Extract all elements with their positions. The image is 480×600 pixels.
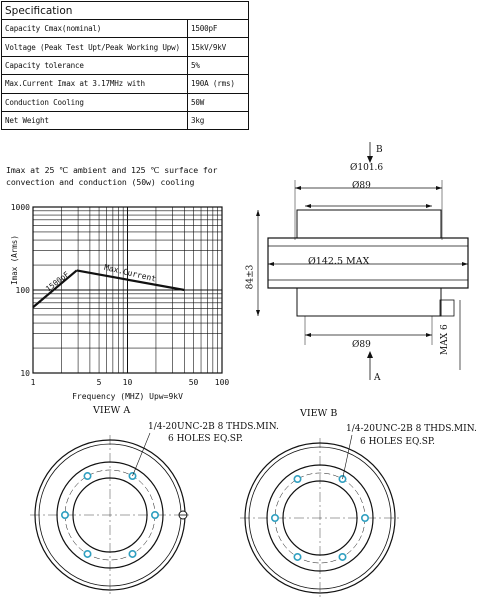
chart-grid [33,207,222,373]
arrow-a-icon [367,351,373,358]
view-b-title: VIEW B [300,408,338,419]
dim-height: 84±3 [245,264,256,290]
spec-row [2,38,249,56]
chart-series [33,263,184,307]
series-label: Max.Current [103,262,157,284]
threaded-hole-icon [339,476,345,482]
caption-line-1: Imax at 25 ℃ ambient and 125 ℃ surface for [6,165,218,175]
threaded-hole-icon [362,515,368,521]
dim-inner-top: Ø89 [352,181,371,191]
spec-value: 5% [188,56,249,74]
x-tick-label: 100 [214,378,230,387]
y-axis-label: Imax (Arms) [10,235,19,285]
dim-top: Ø101.6 [350,163,384,173]
spec-row [2,75,249,93]
spec-value: 50W [188,93,249,111]
spec-row [2,111,249,129]
dim-max: MAX 6 [440,324,450,355]
threaded-hole-icon [129,551,135,557]
spec-header-row [2,2,249,20]
view-b-thread-note: 1/4-20UNC-2B 8 THDS.MIN. [346,424,477,434]
view-b-holes-note: 6 HOLES EQ.SP. [360,437,436,447]
x-axis-label: Frequency (MHZ) Upw=9kV [72,392,183,401]
view-a-thread-note: 1/4-20UNC-2B 8 THDS.MIN. [148,422,279,432]
y-tick-label: 1000 [10,203,30,212]
view-a-title: VIEW A [93,405,131,416]
dim-inner-bottom: Ø89 [352,340,371,350]
threaded-hole-icon [129,473,135,479]
view-b-drawing [240,435,400,598]
threaded-hole-icon [294,554,300,560]
spec-title: Specification [2,2,249,20]
arrow-b-icon [367,156,373,163]
view-a-drawing [30,433,190,595]
spec-value: 3kg [188,111,249,129]
spec-value: 15kV/9kV [188,38,249,56]
threaded-hole-icon [62,512,68,518]
view-a-holes-note: 6 HOLES EQ.SP. [168,434,244,444]
spec-value: 190A (rms) [188,75,249,93]
x-tick-label: 1 [30,378,36,387]
current-frequency-chart [0,195,240,405]
spec-label: Capacity Cmax(nominal) [2,20,188,38]
arrow-a-label: A [374,373,381,383]
specification-table [1,1,249,130]
caption-line-2: convection and conduction (50w) cooling [6,177,195,187]
threaded-hole-icon [152,512,158,518]
chart-caption [6,164,217,188]
threaded-hole-icon [84,551,90,557]
x-tick-label: 5 [96,378,102,387]
y-tick-label: 100 [15,286,30,295]
spec-row [2,93,249,111]
spec-label: Max.Current Imax at 3.17MHz with [2,75,188,93]
threaded-hole-icon [84,473,90,479]
x-tick-label: 10 [122,378,133,387]
spec-value: 1500pF [188,20,249,38]
spec-label: Capacity tolerance [2,56,188,74]
arrow-b-label: B [376,145,383,155]
x-tick-label: 50 [188,378,199,387]
y-tick-label: 10 [20,369,30,378]
spec-label: Voltage (Peak Test Upt/Peak Working Upw) [2,38,188,56]
threaded-hole-icon [339,554,345,560]
threaded-hole-icon [272,515,278,521]
threaded-hole-icon [294,476,300,482]
series-label: 1500pF [43,269,71,294]
spec-row [2,20,249,38]
chart-labels [10,203,229,401]
spec-row [2,56,249,74]
spec-label: Conduction Cooling [2,93,188,111]
dim-main: Ø142.5 MAX [308,256,370,267]
spec-label: Net Weight [2,111,188,129]
